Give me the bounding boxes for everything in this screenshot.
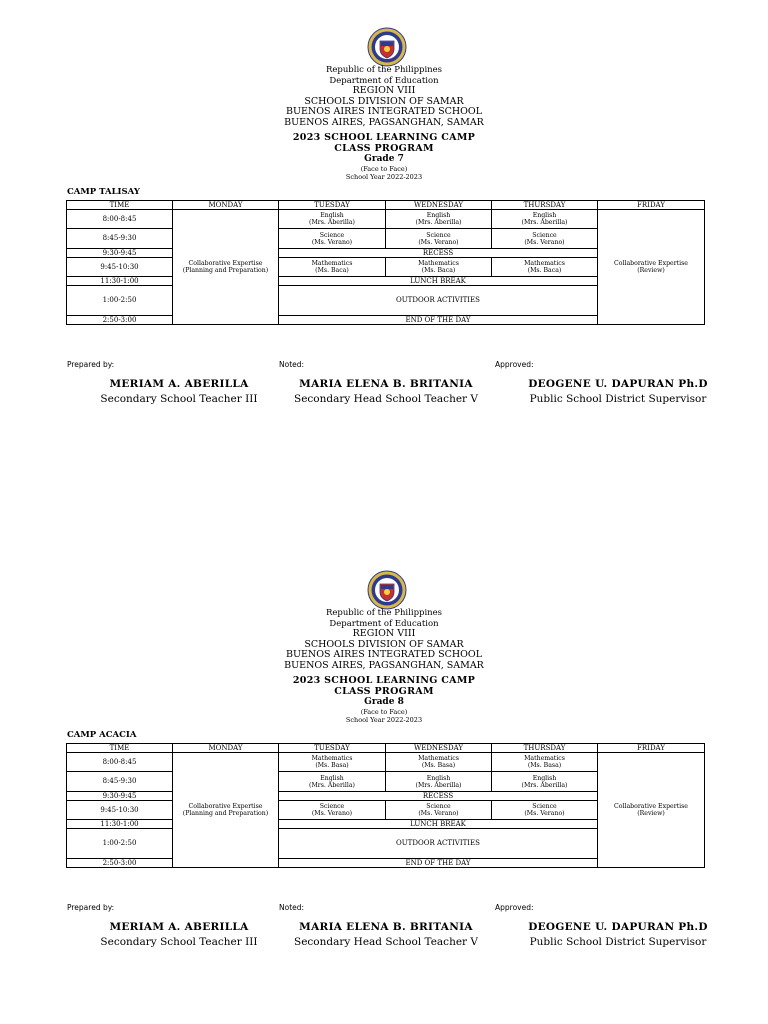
recess-cell: RECESS: [279, 249, 598, 258]
header-school: BUENOS AIRES INTEGRATED SCHOOL: [285, 106, 483, 117]
header-region: REGION VIII: [352, 628, 416, 639]
col-monday: MONDAY: [173, 744, 279, 753]
teacher-name: (Mrs. Aberilla): [309, 781, 355, 789]
lunch-cell: LUNCH BREAK: [279, 277, 598, 286]
noted-name: MARIA ELENA B. BRITANIA: [299, 921, 473, 933]
table-header-row: [67, 744, 705, 753]
time-cell: 8:45-9:30: [67, 229, 173, 249]
prepared-by-name: MERIAM A. ABERILLA: [109, 378, 249, 390]
teacher-name: (Mrs. Aberilla): [521, 219, 568, 226]
subject-name: English: [426, 774, 451, 782]
subject-cell: [492, 801, 598, 820]
header-address: BUENOS AIRES, PAGSANGHAN, SAMAR: [284, 116, 484, 128]
grade-label: Grade 8: [364, 697, 404, 707]
subject-name: Science: [426, 803, 451, 810]
header-republic: Republic of the Philippines: [325, 608, 443, 618]
noted-label: Noted:: [279, 360, 305, 369]
noted-title: Secondary Head School Teacher V: [294, 393, 478, 405]
approved-title: Public School District Supervisor: [529, 393, 707, 405]
subject-cell: [386, 772, 492, 792]
mode-label: (Face to Face): [360, 165, 408, 173]
recess-cell: RECESS: [279, 792, 598, 801]
approved-title: Public School District Supervisor: [529, 936, 707, 948]
time-cell: 8:45-9:30: [67, 772, 173, 792]
monday-activity-sub: (Planning and Preparation): [182, 810, 269, 817]
teacher-name: (Ms. Basa): [315, 762, 349, 769]
subject-cell: [492, 210, 598, 229]
col-time: TIME: [67, 744, 173, 753]
subject-cell: [279, 258, 386, 277]
header-republic: Republic of the Philippines: [325, 65, 443, 75]
header-region: REGION VIII: [352, 85, 416, 96]
teacher-name: (Ms. Basa): [527, 762, 562, 769]
time-cell: 2:50-3:00: [67, 316, 173, 325]
monday-activity: [173, 210, 279, 325]
deped-seal-icon: [367, 27, 407, 67]
header-department: Department of Education: [329, 75, 439, 86]
noted-label: Noted:: [279, 903, 305, 912]
header-department: Department of Education: [329, 618, 439, 629]
teacher-name: (Ms. Baса): [315, 267, 349, 274]
col-monday: MONDAY: [173, 201, 279, 210]
header-block: [0, 608, 768, 724]
approved-name: DEOGENE U. DAPURAN Ph.D: [528, 378, 708, 390]
prepared-by-label: Prepared by:: [67, 360, 115, 369]
time-cell: 9:30-9:45: [67, 249, 173, 258]
subject-cell: [279, 229, 386, 249]
friday-activity: [598, 210, 705, 325]
teacher-name: (Ms. Verano): [524, 810, 565, 817]
friday-activity-sub: (Review): [637, 267, 665, 274]
noted-name: MARIA ELENA B. BRITANIA: [299, 378, 473, 390]
col-friday: FRIDAY: [598, 201, 705, 210]
header-division: SCHOOLS DIVISION OF SAMAR: [304, 638, 464, 650]
col-wednesday: WEDNESDAY: [386, 201, 492, 210]
subject-name: English: [426, 212, 451, 219]
subject-name: Science: [532, 803, 557, 810]
teacher-name: (Mrs. Aberilla): [415, 781, 462, 789]
prepared-by-label: Prepared by:: [67, 903, 115, 912]
time-cell: 9:45-10:30: [67, 258, 173, 277]
time-cell: 11:30-1:00: [67, 277, 173, 286]
teacher-name: (Ms. Baса): [421, 267, 456, 274]
camp-title: 2023 SCHOOL LEARNING CAMP: [292, 675, 476, 686]
friday-activity: [598, 753, 705, 868]
prepared-by-title: Secondary School Teacher III: [100, 936, 258, 948]
program-title: CLASS PROGRAM: [334, 143, 434, 154]
prepared-by-title: Secondary School Teacher III: [100, 393, 258, 405]
teacher-name: (Ms. Baса): [527, 267, 562, 274]
subject-name: Mathematics: [524, 260, 565, 267]
col-wednesday: WEDNESDAY: [386, 744, 492, 753]
time-cell: 1:00-2:50: [67, 829, 173, 859]
subject-cell: [386, 801, 492, 820]
subject-name: Mathematics: [311, 260, 353, 267]
col-thursday: THURSDAY: [492, 201, 598, 210]
noted-title: Secondary Head School Teacher V: [294, 936, 478, 948]
time-cell: 9:30-9:45: [67, 792, 173, 801]
subject-cell: [386, 210, 492, 229]
teacher-name: (Ms. Verano): [311, 810, 353, 817]
teacher-name: (Ms. Basa): [421, 762, 456, 769]
outdoor-cell: OUTDOOR ACTIVITIES: [279, 829, 598, 859]
col-time: TIME: [67, 201, 173, 210]
subject-cell: [492, 753, 598, 772]
subject-cell: [492, 258, 598, 277]
lunch-cell: LUNCH BREAK: [279, 820, 598, 829]
subject-name: Mathematics: [418, 755, 459, 762]
friday-activity-sub: (Review): [637, 810, 665, 817]
approved-label: Approved:: [495, 903, 534, 912]
teacher-name: (Ms. Verano): [418, 238, 459, 246]
subject-cell: [386, 258, 492, 277]
friday-activity-label: Collaborative Expertise: [614, 803, 688, 810]
prepared-by-name: MERIAM A. ABERILLA: [109, 921, 249, 933]
subject-name: Mathematics: [524, 755, 565, 762]
school-year-label: School Year 2022-2023: [345, 716, 423, 724]
header-division: SCHOOLS DIVISION OF SAMAR: [304, 95, 464, 107]
school-year-label: School Year 2022-2023: [345, 173, 423, 181]
col-tuesday: TUESDAY: [279, 744, 386, 753]
end-of-day-cell: END OF THE DAY: [279, 859, 598, 868]
subject-name: Science: [319, 803, 345, 810]
table-row: [67, 210, 705, 229]
col-thursday: THURSDAY: [492, 744, 598, 753]
teacher-name: (Ms. Verano): [524, 238, 565, 246]
teacher-name: (Mrs. Aberilla): [521, 781, 568, 789]
subject-cell: [492, 229, 598, 249]
schedule-table: [66, 200, 705, 325]
monday-activity-label: Collaborative Expertise: [188, 260, 263, 267]
subject-cell: [279, 801, 386, 820]
subject-name: English: [532, 774, 557, 782]
mode-label: (Face to Face): [360, 708, 408, 716]
subject-name: English: [320, 774, 344, 782]
subject-name: Science: [532, 231, 557, 239]
monday-activity-label: Collaborative Expertise: [188, 803, 263, 810]
monday-activity: [173, 753, 279, 868]
time-cell: 2:50-3:00: [67, 859, 173, 868]
subject-name: Mathematics: [418, 260, 459, 267]
table-row: [67, 753, 705, 772]
subject-cell: [492, 772, 598, 792]
camp-name: CAMP ACACIA: [67, 730, 137, 740]
approved-name: DEOGENE U. DAPURAN Ph.D: [528, 921, 708, 933]
teacher-name: (Mrs. Aberilla): [415, 219, 462, 226]
grade-label: Grade 7: [364, 154, 404, 164]
subject-cell: [386, 753, 492, 772]
header-address: BUENOS AIRES, PAGSANGHAN, SAMAR: [284, 659, 484, 671]
schedule-table: [66, 743, 705, 868]
header-school: BUENOS AIRES INTEGRATED SCHOOL: [285, 649, 483, 660]
teacher-name: (Ms. Verano): [311, 238, 353, 246]
subject-name: English: [532, 212, 557, 219]
teacher-name: (Mrs. Aberilla): [309, 219, 355, 226]
subject-cell: [279, 210, 386, 229]
approved-label: Approved:: [495, 360, 534, 369]
camp-name: CAMP TALISAY: [67, 187, 140, 197]
header-block: [0, 65, 768, 181]
time-cell: 11:30-1:00: [67, 820, 173, 829]
teacher-name: (Ms. Verano): [418, 810, 459, 817]
time-cell: 8:00-8:45: [67, 210, 173, 229]
end-of-day-cell: END OF THE DAY: [279, 316, 598, 325]
monday-activity-sub: (Planning and Preparation): [182, 267, 269, 274]
subject-name: Science: [319, 231, 345, 239]
camp-title: 2023 SCHOOL LEARNING CAMP: [292, 132, 476, 143]
subject-cell: [279, 772, 386, 792]
friday-activity-label: Collaborative Expertise: [614, 260, 688, 267]
subject-name: Science: [426, 231, 451, 239]
col-friday: FRIDAY: [598, 744, 705, 753]
subject-cell: [279, 753, 386, 772]
subject-name: Mathematics: [311, 755, 353, 762]
time-cell: 1:00-2:50: [67, 286, 173, 316]
subject-cell: [386, 229, 492, 249]
col-tuesday: TUESDAY: [279, 201, 386, 210]
deped-seal-icon: [367, 570, 407, 610]
time-cell: 8:00-8:45: [67, 753, 173, 772]
time-cell: 9:45-10:30: [67, 801, 173, 820]
subject-name: English: [320, 212, 344, 219]
outdoor-cell: OUTDOOR ACTIVITIES: [279, 286, 598, 316]
table-header-row: [67, 201, 705, 210]
program-title: CLASS PROGRAM: [334, 686, 434, 697]
